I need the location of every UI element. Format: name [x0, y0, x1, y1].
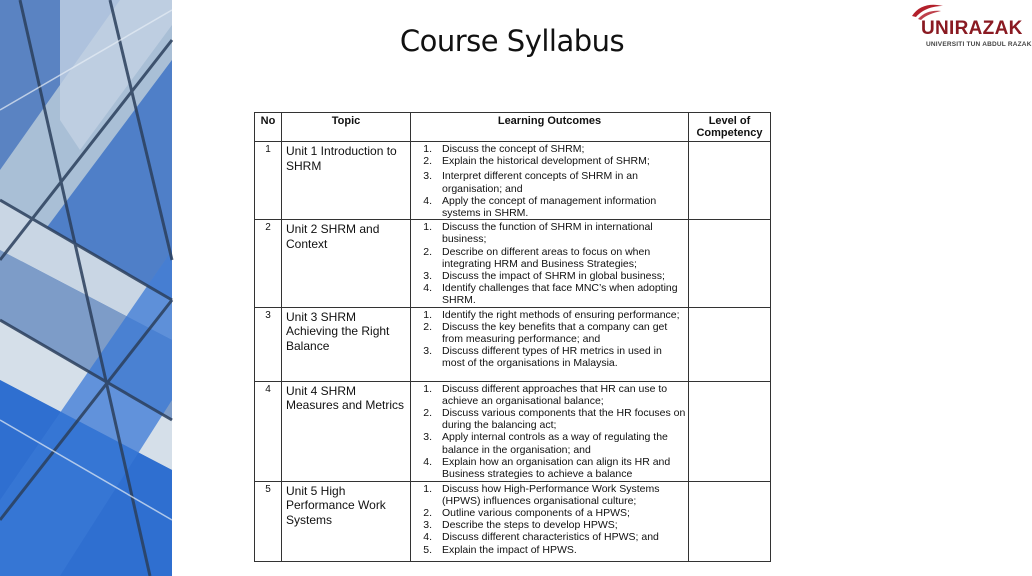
list-item-number: 1. — [423, 308, 432, 321]
list-item-text: Discuss different approaches that HR can use to achieve an organisational balance; — [442, 382, 668, 407]
list-item — [413, 483, 686, 507]
list-item — [413, 407, 686, 431]
table-row — [255, 220, 771, 307]
list-item-text: Discuss the function of SHRM in international business; — [442, 221, 653, 246]
list-item — [413, 309, 686, 321]
list-item-number: 1. — [423, 482, 432, 495]
list-item — [413, 531, 686, 543]
row-level-of-competency — [689, 220, 771, 307]
row-topic: Unit 4 SHRM Measures and Metrics — [282, 381, 411, 481]
logo-subtitle: UNIVERSITI TUN ABDUL RAZAK — [926, 41, 1032, 48]
row-number: 4 — [255, 381, 282, 481]
list-item — [413, 519, 686, 531]
row-level-of-competency — [689, 481, 771, 561]
list-item-text: Describe on different areas to focus on when integrating HRM and Business Strategies; — [442, 245, 651, 270]
logo-name: UNIRAZAK — [921, 18, 1023, 39]
list-item — [413, 143, 686, 155]
list-item — [413, 321, 686, 345]
list-item — [413, 383, 686, 407]
list-item-text: Explain how an organisation can align its HR and Business strategies to achieve a balance — [442, 455, 671, 481]
list-item — [413, 246, 686, 270]
row-number: 5 — [255, 481, 282, 561]
row-topic: Unit 1 Introduction to SHRM — [282, 142, 411, 220]
list-item — [413, 221, 686, 245]
learning-outcomes-list — [413, 143, 686, 219]
syllabus-table-body — [255, 142, 771, 562]
list-item-text: Apply internal controls as a way of regulating the balance in the organisation; and — [442, 431, 668, 456]
list-item — [413, 155, 686, 167]
list-item-number: 2. — [423, 155, 432, 168]
list-item — [413, 431, 686, 455]
table-row — [255, 481, 771, 561]
row-learning-outcomes — [411, 220, 689, 307]
table-row — [255, 142, 771, 220]
list-item-text: Discuss various components that the HR focuses on during the balancing act; — [442, 407, 686, 432]
row-level-of-competency — [689, 381, 771, 481]
list-item-text: Apply the concept of management information systems in SHRM. — [442, 194, 657, 220]
decorative-building-image — [0, 0, 172, 576]
list-item-number: 3. — [423, 345, 432, 358]
list-item-number: 2. — [423, 320, 432, 333]
syllabus-table — [254, 112, 771, 562]
row-number: 1 — [255, 142, 282, 220]
list-item — [413, 270, 686, 282]
list-item-number: 3. — [423, 431, 432, 444]
list-item-text: Identify challenges that face MNC’s when adopting SHRM. — [442, 282, 678, 307]
list-item-text: Discuss how High-Performance Work Systems (HPWS) influences organisational culture; — [442, 482, 660, 507]
row-number: 3 — [255, 307, 282, 381]
list-item — [413, 456, 686, 480]
list-item-text: Discuss the impact of SHRM in global business; — [442, 270, 665, 283]
list-item-text: Identify the right methods of ensuring performance; — [442, 308, 680, 321]
column-header-level-of-competency: Level of Competency — [689, 113, 771, 142]
unirazak-logo — [905, 2, 1032, 52]
row-learning-outcomes — [411, 307, 689, 381]
column-header-no: No — [255, 113, 282, 142]
row-learning-outcomes — [411, 481, 689, 561]
row-number: 2 — [255, 220, 282, 307]
list-item-number: 2. — [423, 245, 432, 258]
list-item-text: Describe the steps to develop HPWS; — [442, 519, 618, 532]
list-item — [413, 195, 686, 219]
row-topic: Unit 3 SHRM Achieving the Right Balance — [282, 307, 411, 381]
learning-outcomes-list — [413, 483, 686, 556]
list-item-text: Discuss the key benefits that a company can get from measuring performance; and — [442, 320, 668, 346]
row-learning-outcomes — [411, 381, 689, 481]
list-item-text: Discuss different types of HR metrics in used in most of the organisations in Malaysia. — [442, 345, 662, 370]
list-item-number: 3. — [423, 270, 432, 283]
list-item-number: 4. — [423, 194, 432, 207]
list-item-text: Explain the impact of HPWS. — [442, 543, 577, 556]
column-header-learning-outcomes: Learning Outcomes — [411, 113, 689, 142]
list-item-number: 1. — [423, 143, 432, 155]
table-row — [255, 381, 771, 481]
list-item-text: Outline various components of a HPWS; — [442, 507, 630, 520]
row-level-of-competency — [689, 142, 771, 220]
list-item-number: 4. — [423, 282, 432, 295]
list-item — [413, 282, 686, 306]
list-item-number: 2. — [423, 407, 432, 420]
list-item-number: 2. — [423, 507, 432, 520]
table-row — [255, 307, 771, 381]
list-item-number: 5. — [423, 543, 432, 556]
row-topic: Unit 2 SHRM and Context — [282, 220, 411, 307]
list-item-number: 4. — [423, 531, 432, 544]
list-item — [413, 345, 686, 369]
list-item-number: 1. — [423, 382, 432, 395]
list-item-text: Discuss different characteristics of HPWS; and — [442, 531, 659, 544]
page-title: Course Syllabus — [399, 24, 625, 58]
learning-outcomes-list — [413, 221, 686, 306]
list-item-text: Interpret different concepts of SHRM in an organisation; and — [442, 170, 638, 195]
list-item-number: 3. — [423, 519, 432, 532]
list-item-number: 1. — [423, 221, 432, 234]
list-item-number: 4. — [423, 455, 432, 468]
list-item — [413, 170, 686, 194]
row-level-of-competency — [689, 307, 771, 381]
list-item — [413, 544, 686, 556]
list-item-text: Explain the historical development of SHRM; — [442, 155, 650, 168]
row-topic: Unit 5 High Performance Work Systems — [282, 481, 411, 561]
list-item-text: Discuss the concept of SHRM; — [442, 143, 585, 155]
list-item-number: 3. — [423, 170, 432, 183]
syllabus-table-container — [254, 112, 770, 556]
list-item — [413, 507, 686, 519]
learning-outcomes-list — [413, 309, 686, 370]
table-header-row — [255, 113, 771, 142]
column-header-topic: Topic — [282, 113, 411, 142]
row-learning-outcomes — [411, 142, 689, 220]
learning-outcomes-list — [413, 383, 686, 481]
